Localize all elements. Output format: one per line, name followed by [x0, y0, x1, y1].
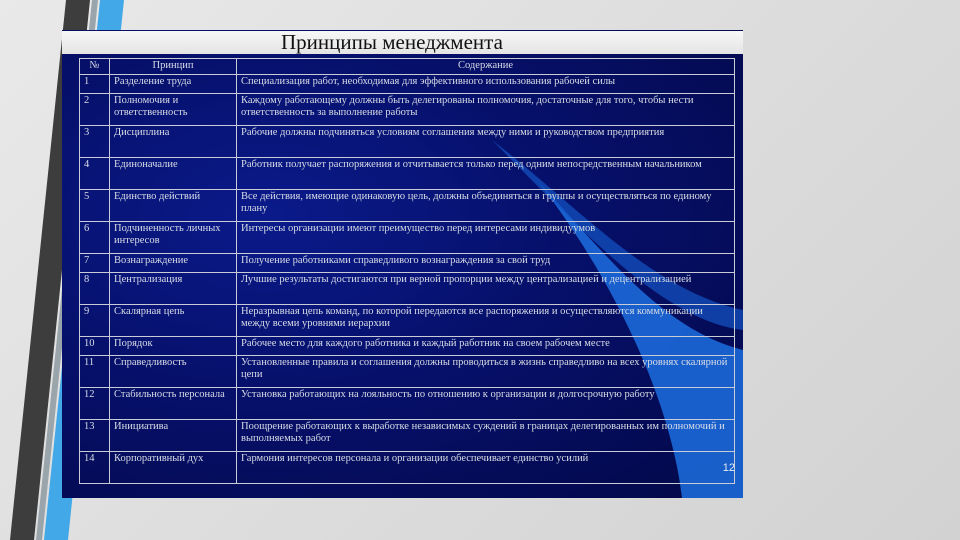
- table-row: [80, 222, 735, 254]
- header-principle: Принцип: [110, 59, 237, 75]
- slide-title: Принципы менеджмента: [62, 31, 743, 54]
- row-num: 11: [80, 356, 110, 388]
- row-content: Получение работниками справедливого вознаграждения за свой труд: [237, 254, 735, 273]
- row-content: Установка работающих на лояльность по отношению к организации и долгосрочную работу: [237, 388, 735, 420]
- table-row: [80, 190, 735, 222]
- row-content: Лучшие результаты достигаются при верной пропорции между централизацией и децентрализацией: [237, 273, 735, 305]
- header-content: Содержание: [237, 59, 735, 75]
- row-num: 7: [80, 254, 110, 273]
- row-principle: Порядок: [110, 337, 237, 356]
- row-content: Установленные правила и соглашения должны проводиться в жизнь справедливо на всех уровнях скалярной цепи: [237, 356, 735, 388]
- row-num: 9: [80, 305, 110, 337]
- principles-table: [79, 58, 735, 484]
- table-row: [80, 75, 735, 94]
- row-num: 8: [80, 273, 110, 305]
- table-row: [80, 254, 735, 273]
- row-principle: Подчиненность личных интересов: [110, 222, 237, 254]
- row-principle: Единоначалие: [110, 158, 237, 190]
- row-content: Специализация работ, необходимая для эффективного использования рабочей силы: [237, 75, 735, 94]
- row-content: Каждому работающему должны быть делегированы полномочия, достаточные для того, чтобы нести ответственность за выполнение работы: [237, 94, 735, 126]
- row-num: 10: [80, 337, 110, 356]
- table-row: [80, 356, 735, 388]
- row-principle: Вознаграждение: [110, 254, 237, 273]
- row-principle: Скалярная цепь: [110, 305, 237, 337]
- row-num: 13: [80, 420, 110, 452]
- table-row: [80, 420, 735, 452]
- row-principle: Стабильность персонала: [110, 388, 237, 420]
- table-row: [80, 337, 735, 356]
- row-content: Все действия, имеющие одинаковую цель, должны объединяться в группы и осуществляться по единому плану: [237, 190, 735, 222]
- row-content: Рабочие должны подчиняться условиям соглашения между ними и руководством предприятия: [237, 126, 735, 158]
- row-num: 12: [80, 388, 110, 420]
- row-num: 3: [80, 126, 110, 158]
- row-principle: Полномочия и ответственность: [110, 94, 237, 126]
- row-principle: Справедливость: [110, 356, 237, 388]
- row-principle: Инициатива: [110, 420, 237, 452]
- row-num: 14: [80, 452, 110, 484]
- row-content: Гармония интересов персонала и организации обеспечивает единство усилий: [237, 452, 735, 484]
- row-principle: Разделение труда: [110, 75, 237, 94]
- table-row: [80, 126, 735, 158]
- row-num: 6: [80, 222, 110, 254]
- row-content: Интересы организации имеют преимущество перед интересами индивидуумов: [237, 222, 735, 254]
- table-row: [80, 273, 735, 305]
- row-principle: Единство действий: [110, 190, 237, 222]
- row-num: 2: [80, 94, 110, 126]
- row-principle: Дисциплина: [110, 126, 237, 158]
- row-num: 1: [80, 75, 110, 94]
- table-row: [80, 388, 735, 420]
- table-row: [80, 305, 735, 337]
- row-principle: Корпоративный дух: [110, 452, 237, 484]
- table-header-row: [80, 59, 735, 75]
- row-num: 5: [80, 190, 110, 222]
- slide: [62, 30, 743, 498]
- table-row: [80, 94, 735, 126]
- row-content: Неразрывная цепь команд, по которой передаются все распоряжения и осуществляются коммуникации между всеми уровнями иерархии: [237, 305, 735, 337]
- page-number: 12: [722, 462, 735, 474]
- row-content: Работник получает распоряжения и отчитывается только перед одним непосредственным начальником: [237, 158, 735, 190]
- table-row: [80, 452, 735, 484]
- row-content: Рабочее место для каждого работника и каждый работник на своем рабочем месте: [237, 337, 735, 356]
- header-num: №: [80, 59, 110, 75]
- row-content: Поощрение работающих к выработке независимых суждений в границах делегированных им полномочий и выполняемых работ: [237, 420, 735, 452]
- table-row: [80, 158, 735, 190]
- row-principle: Централизация: [110, 273, 237, 305]
- row-num: 4: [80, 158, 110, 190]
